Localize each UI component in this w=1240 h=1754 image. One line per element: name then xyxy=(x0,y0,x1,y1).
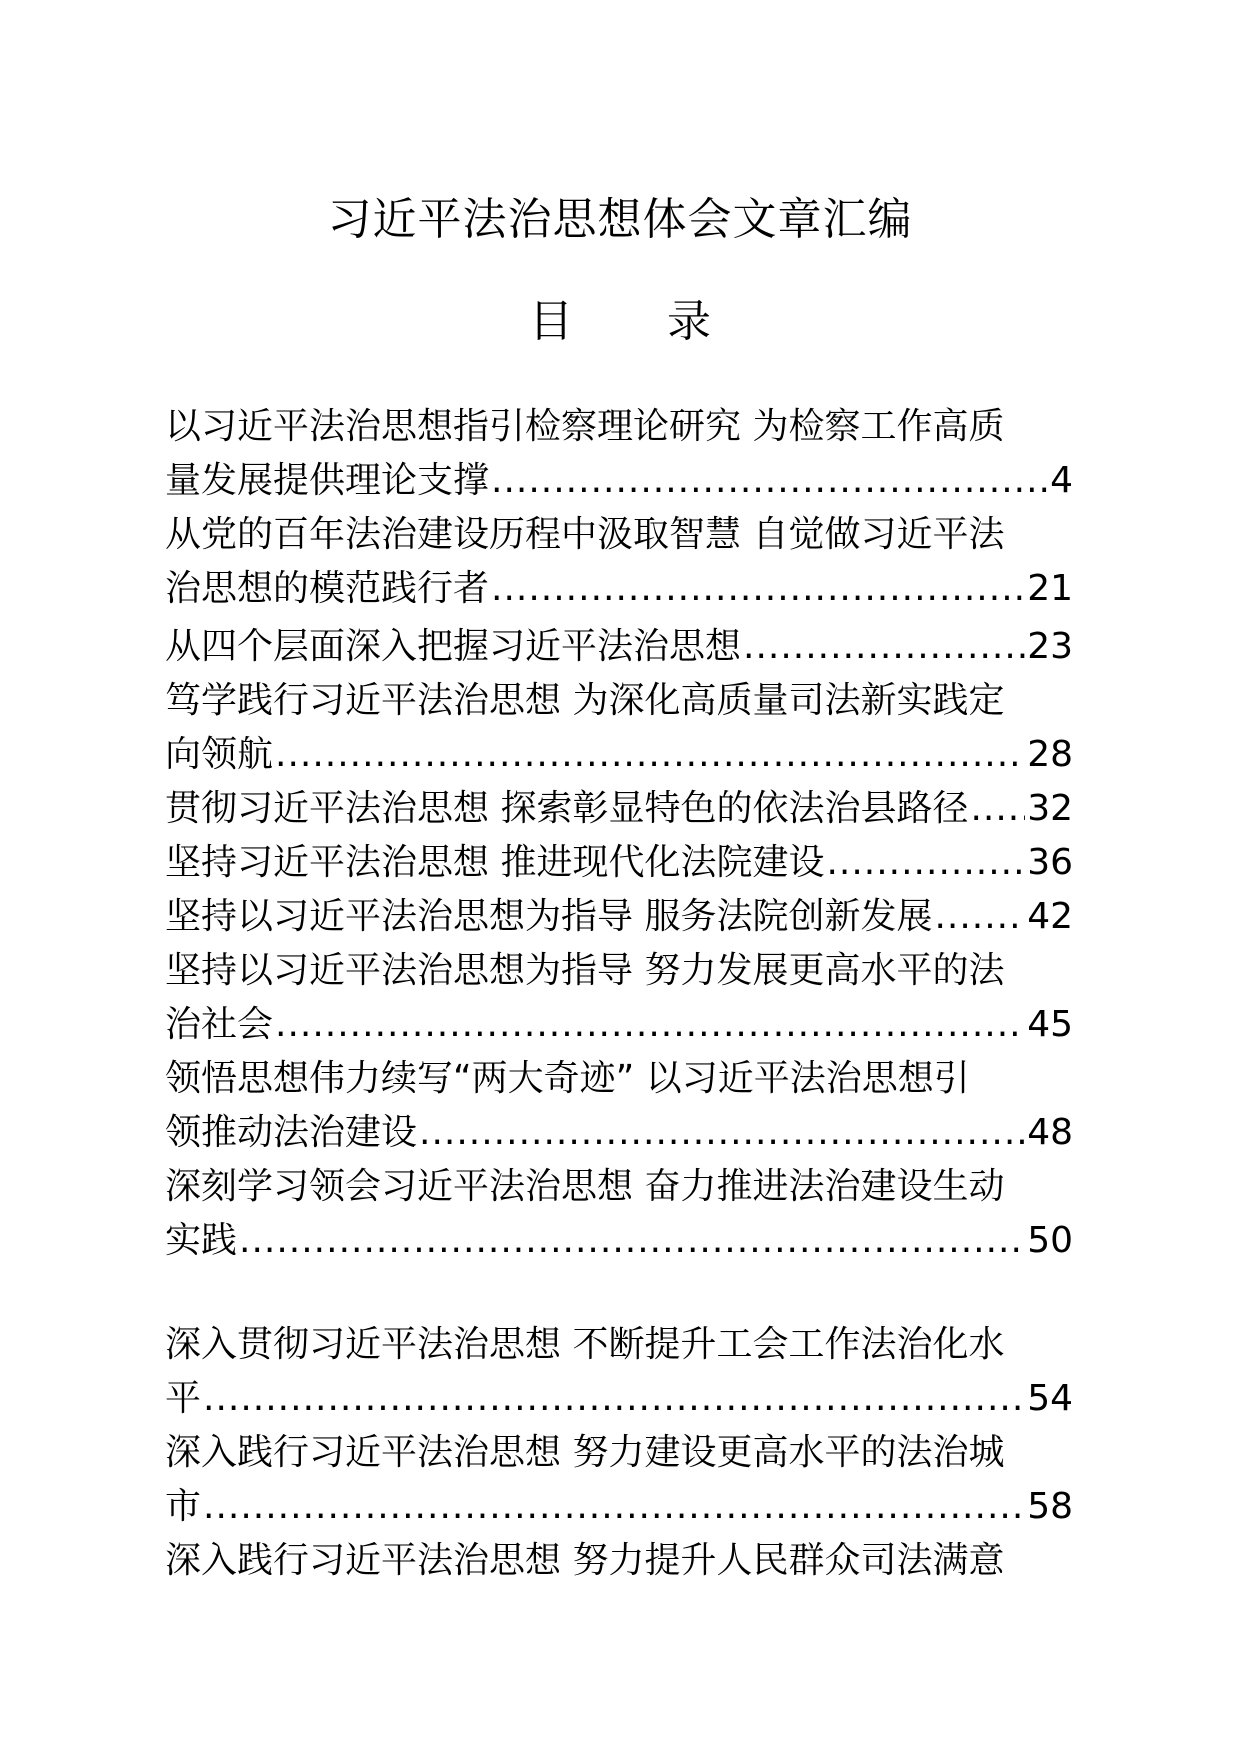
toc-entry-title-line: 从党的百年法治建设历程中汲取智慧 自觉做习近平法 xyxy=(165,514,1005,555)
toc-entry-title-line: 坚持习近平法治思想 推进现代化法院建设 xyxy=(165,842,825,883)
dot-leader xyxy=(491,454,1048,508)
toc-page-number: 45 xyxy=(1027,1004,1073,1045)
toc-entry[interactable] xyxy=(165,1318,1073,1426)
toc-entry-title-line: 深刻学习领会习近平法治思想 奋力推进法治建设生动 xyxy=(165,1166,1005,1207)
toc-entry-title-line: 实践 xyxy=(165,1220,238,1261)
dot-leader xyxy=(275,728,1025,782)
toc-entry-title-line: 贯彻习近平法治思想 探索彰显特色的依法治县路径 xyxy=(165,788,969,829)
toc-page-number: 50 xyxy=(1027,1220,1073,1261)
toc-entry[interactable] xyxy=(165,508,1073,616)
dot-leader xyxy=(419,1106,1025,1160)
toc-entry[interactable] xyxy=(165,1160,1073,1268)
toc-entry-title-line: 平 xyxy=(165,1378,202,1419)
dot-leader xyxy=(275,998,1025,1052)
toc-entry-title-line: 深入践行习近平法治思想 努力建设更高水平的法治城 xyxy=(165,1432,1005,1473)
table-of-contents xyxy=(165,400,1073,1588)
toc-entry-title-line: 市 xyxy=(165,1486,202,1527)
toc-entry-title-line: 量发展提供理论支撑 xyxy=(165,460,490,501)
toc-entry[interactable] xyxy=(165,674,1073,782)
dot-leader xyxy=(970,782,1025,836)
dot-leader xyxy=(491,562,1025,616)
dot-leader xyxy=(239,1214,1025,1268)
toc-entry-title-line: 坚持以习近平法治思想为指导 努力发展更高水平的法 xyxy=(165,950,1005,991)
dot-leader xyxy=(826,836,1025,890)
toc-entry-title-line: 从四个层面深入把握习近平法治思想 xyxy=(165,626,742,667)
toc-entry[interactable] xyxy=(165,944,1073,1052)
toc-entry[interactable] xyxy=(165,400,1073,508)
toc-page-number: 54 xyxy=(1027,1378,1073,1419)
toc-entry[interactable] xyxy=(165,620,1073,674)
toc-entry-title-line: 向领航 xyxy=(165,734,274,775)
toc-page-number: 58 xyxy=(1027,1486,1073,1527)
toc-entry-title-line: 深入贯彻习近平法治思想 不断提升工会工作法治化水 xyxy=(165,1324,1005,1365)
toc-entry-title-line: 治思想的模范践行者 xyxy=(165,568,490,609)
toc-entry[interactable] xyxy=(165,1052,1073,1160)
toc-entry-title-line: 坚持以习近平法治思想为指导 服务法院创新发展 xyxy=(165,896,933,937)
toc-entry[interactable] xyxy=(165,782,1073,836)
toc-entry[interactable] xyxy=(165,836,1073,890)
toc-entry[interactable] xyxy=(165,1534,1073,1588)
toc-entry-title-line: 领推动法治建设 xyxy=(165,1112,418,1153)
toc-entry-title-line: 笃学践行习近平法治思想 为深化高质量司法新实践定 xyxy=(165,680,1005,721)
toc-page-number: 48 xyxy=(1027,1112,1073,1153)
toc-page-number: 23 xyxy=(1027,626,1073,667)
document-title: 习近平法治思想体会文章汇编 xyxy=(327,194,913,245)
toc-entry-title-line: 以习近平法治思想指引检察理论研究 为检察工作高质 xyxy=(165,406,1005,447)
dot-leader xyxy=(934,890,1025,944)
toc-page-number: 21 xyxy=(1027,568,1073,609)
toc-page-number: 36 xyxy=(1027,842,1073,883)
toc-page-number: 28 xyxy=(1027,734,1073,775)
dot-leader xyxy=(203,1372,1025,1426)
toc-entry-title-line: 深入践行习近平法治思想 努力提升人民群众司法满意 xyxy=(165,1540,1005,1581)
dot-leader xyxy=(743,620,1025,674)
toc-page-number: 32 xyxy=(1027,788,1073,829)
toc-heading: 目 录 xyxy=(529,296,751,347)
toc-page-number: 42 xyxy=(1027,896,1073,937)
toc-entry[interactable] xyxy=(165,1426,1073,1534)
toc-entry-title-line: 治社会 xyxy=(165,1004,274,1045)
toc-page-number: 4 xyxy=(1050,460,1073,501)
toc-entry[interactable] xyxy=(165,890,1073,944)
toc-entry-title-line: 领悟思想伟力续写“两大奇迹” 以习近平法治思想引 xyxy=(165,1058,970,1099)
dot-leader xyxy=(203,1480,1025,1534)
